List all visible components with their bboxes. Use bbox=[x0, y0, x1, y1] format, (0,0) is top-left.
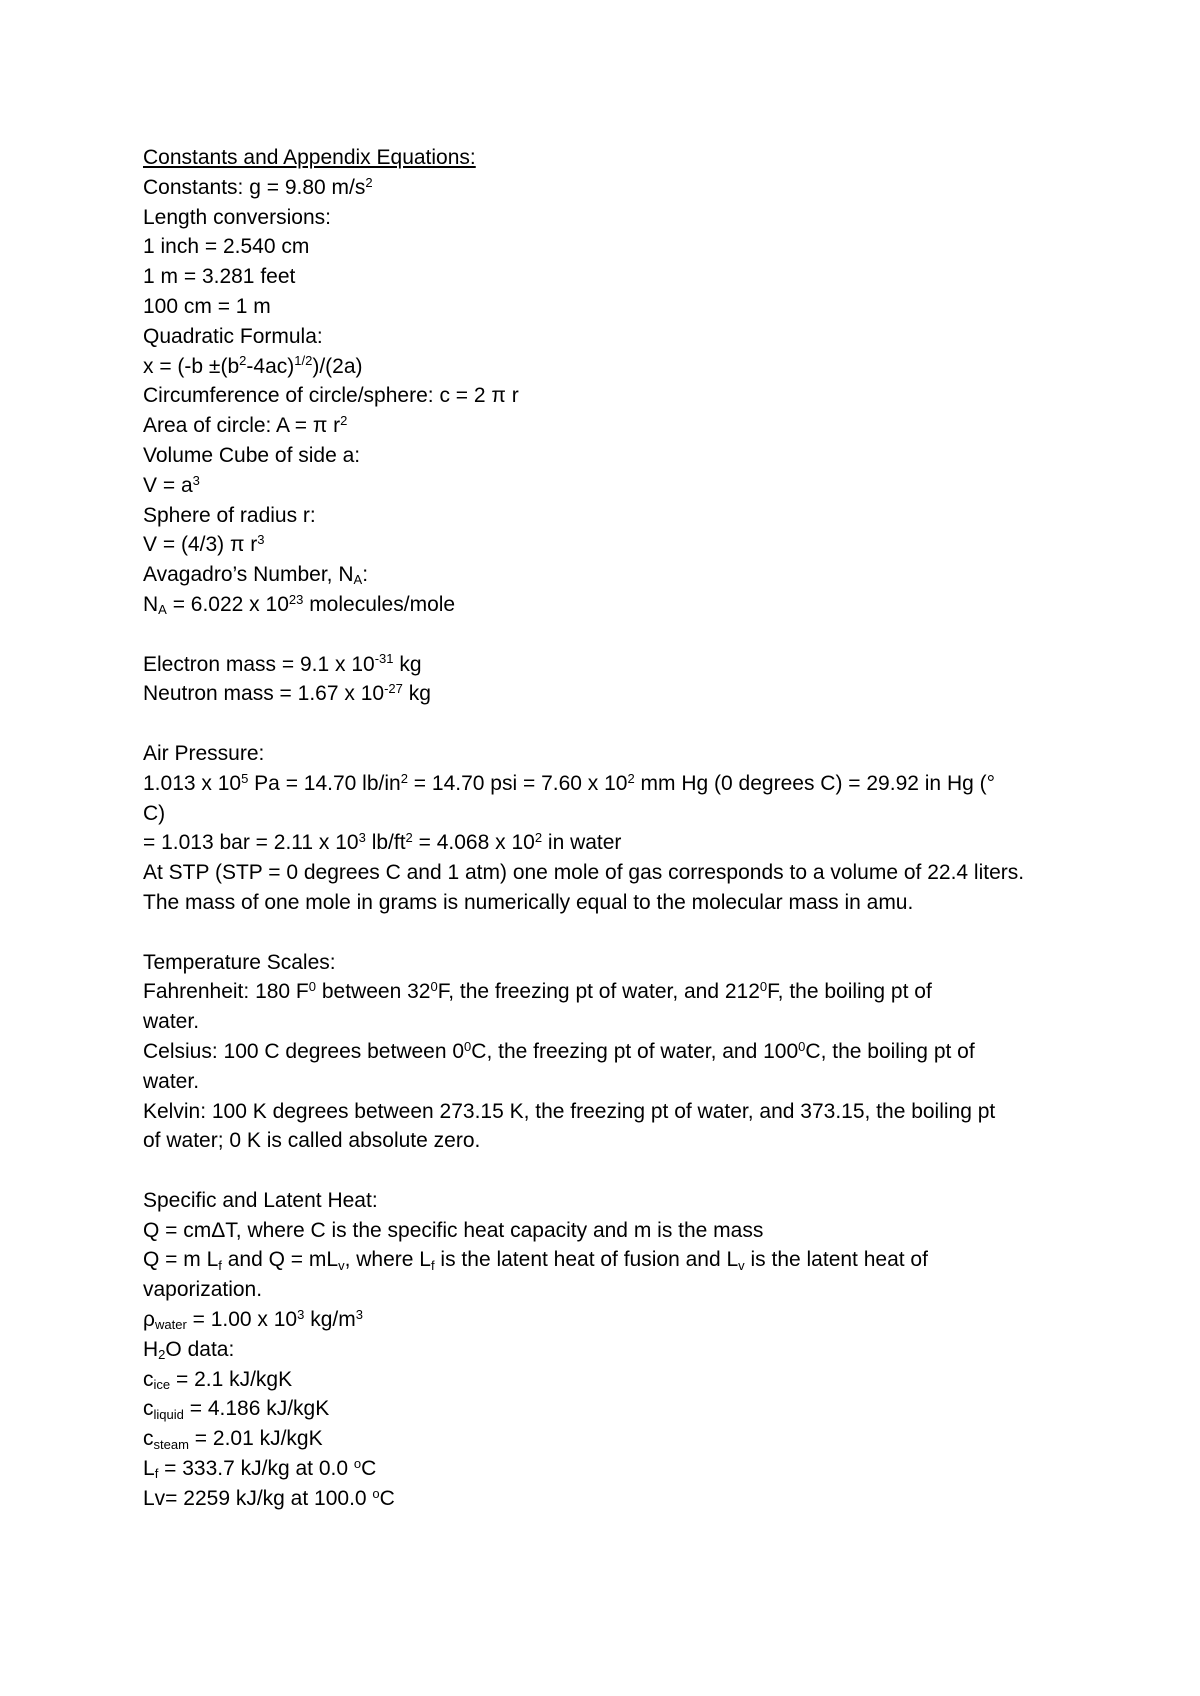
celsius-line: Celsius: 100 C degrees between $0^0C$, the freezing pt of water, and $100^0C$, the boiling pt of bbox=[143, 1038, 975, 1063]
mole-mass-line: The mass of one mole in grams is numerically equal to the molecular mass in amu. bbox=[143, 890, 914, 914]
quadratic-title: Quadratic Formula: bbox=[143, 324, 323, 348]
air-pressure-title: Air Pressure: bbox=[143, 741, 265, 765]
lv-line: Lv= 2259 kJ/kg at 100.0 $^o$C bbox=[143, 1485, 395, 1510]
c-steam-line: $c_{steam} = 2.01$ kJ/kgK bbox=[143, 1427, 323, 1452]
electron-mass: Electron mass = 9.1 x $10^{-31}$ kg bbox=[143, 651, 422, 676]
spacer bbox=[143, 709, 1103, 739]
quadratic-formula: $x = (-b \pm(b^2-4ac)^{1/2})/(2a)$ bbox=[143, 353, 363, 378]
length-inch: 1 inch = 2.540 cm bbox=[143, 235, 310, 259]
spacer bbox=[143, 620, 1103, 650]
air-pressure-line-2: = 1.013 bar = 2.11 x $10^3$ $lb/ft^2 = 4.068$ x $10^2$ in water bbox=[143, 830, 622, 855]
air-pressure-line-1-wrap: C) bbox=[143, 801, 166, 825]
water-density: $\rho_{water} = 1.00$ x $10^3$ $kg/m^3$ bbox=[143, 1306, 363, 1333]
fahrenheit-line-wrap: water. bbox=[143, 1010, 200, 1034]
c-liquid-line: $c_{liquid} = 4.186$ kJ/kgK bbox=[143, 1397, 330, 1422]
neutron-mass: Neutron mass = 1.67 x $10^{-27}$ kg bbox=[143, 681, 431, 706]
spacer bbox=[143, 918, 1103, 948]
lf-line: $L_f = 333.7$ kJ/kg at 0.0 $^o$C bbox=[143, 1455, 377, 1482]
length-title: Length conversions: bbox=[143, 205, 331, 229]
kelvin-line: Kelvin: 100 K degrees between 273.15 K, the freezing pt of water, and 373.15, the boiling pt bbox=[143, 1099, 996, 1123]
constants-line: Constants: g = 9.80 $m/s^2$ bbox=[143, 174, 373, 199]
kelvin-line-wrap: of water; 0 K is called absolute zero. bbox=[143, 1129, 481, 1153]
document-page bbox=[143, 143, 1103, 1514]
specific-heat-equation: Q = cmΔT, where C is the specific heat capacity and m is the mass bbox=[143, 1218, 764, 1242]
page-heading: Constants and Appendix Equations: bbox=[143, 146, 476, 169]
sphere-title: Sphere of radius r: bbox=[143, 503, 316, 527]
h2o-data-title: $H_2O$ data: bbox=[143, 1337, 235, 1363]
cube-equation: $V = a^3$ bbox=[143, 472, 200, 497]
avogadro-equation: $N_A = 6.022$ x $10^{23}$ molecules/mole bbox=[143, 591, 456, 618]
latent-heat-equation: Q = m $L_f$ and $Q = mL_v$, where $L_f$ is the latent heat of fusion and $L_v$ is the latent heat of bbox=[143, 1248, 928, 1273]
spacer bbox=[143, 1156, 1103, 1186]
latent-heat-equation-wrap: vaporization. bbox=[143, 1278, 263, 1302]
length-cm: 100 cm = 1 m bbox=[143, 294, 271, 318]
circumference-line: Circumference of circle/sphere: c = 2 π r bbox=[143, 384, 519, 408]
avogadro-title: Avagadro’s Number, $N_A$: bbox=[143, 563, 369, 588]
length-meter: 1 m = 3.281 feet bbox=[143, 265, 296, 289]
heat-title: Specific and Latent Heat: bbox=[143, 1188, 378, 1212]
area-line: Area of circle: A = π $r^2$ bbox=[143, 413, 348, 438]
temperature-title: Temperature Scales: bbox=[143, 950, 336, 974]
fahrenheit-line: Fahrenheit: 180 $F^0$ between $32^0F$, the freezing pt of water, and $212^0F$, the boiling pt of bbox=[143, 979, 932, 1004]
stp-line: At STP (STP = 0 degrees C and 1 atm) one mole of gas corresponds to a volume of 22.4 liters. bbox=[143, 861, 1025, 885]
air-pressure-line-1: 1.013 x $10^5$ Pa = 14.70 $lb/in^2 = 14.70$ psi = 7.60 x $10^2$ mm Hg (0 degrees C) = 29.92 in Hg (° bbox=[143, 770, 996, 795]
celsius-line-wrap: water. bbox=[143, 1069, 200, 1093]
sphere-equation: V = (4/3) π $r^3$ bbox=[143, 532, 265, 557]
c-ice-line: $c_{ice} = 2.1$ kJ/kgK bbox=[143, 1367, 293, 1392]
cube-title: Volume Cube of side a: bbox=[143, 443, 361, 467]
